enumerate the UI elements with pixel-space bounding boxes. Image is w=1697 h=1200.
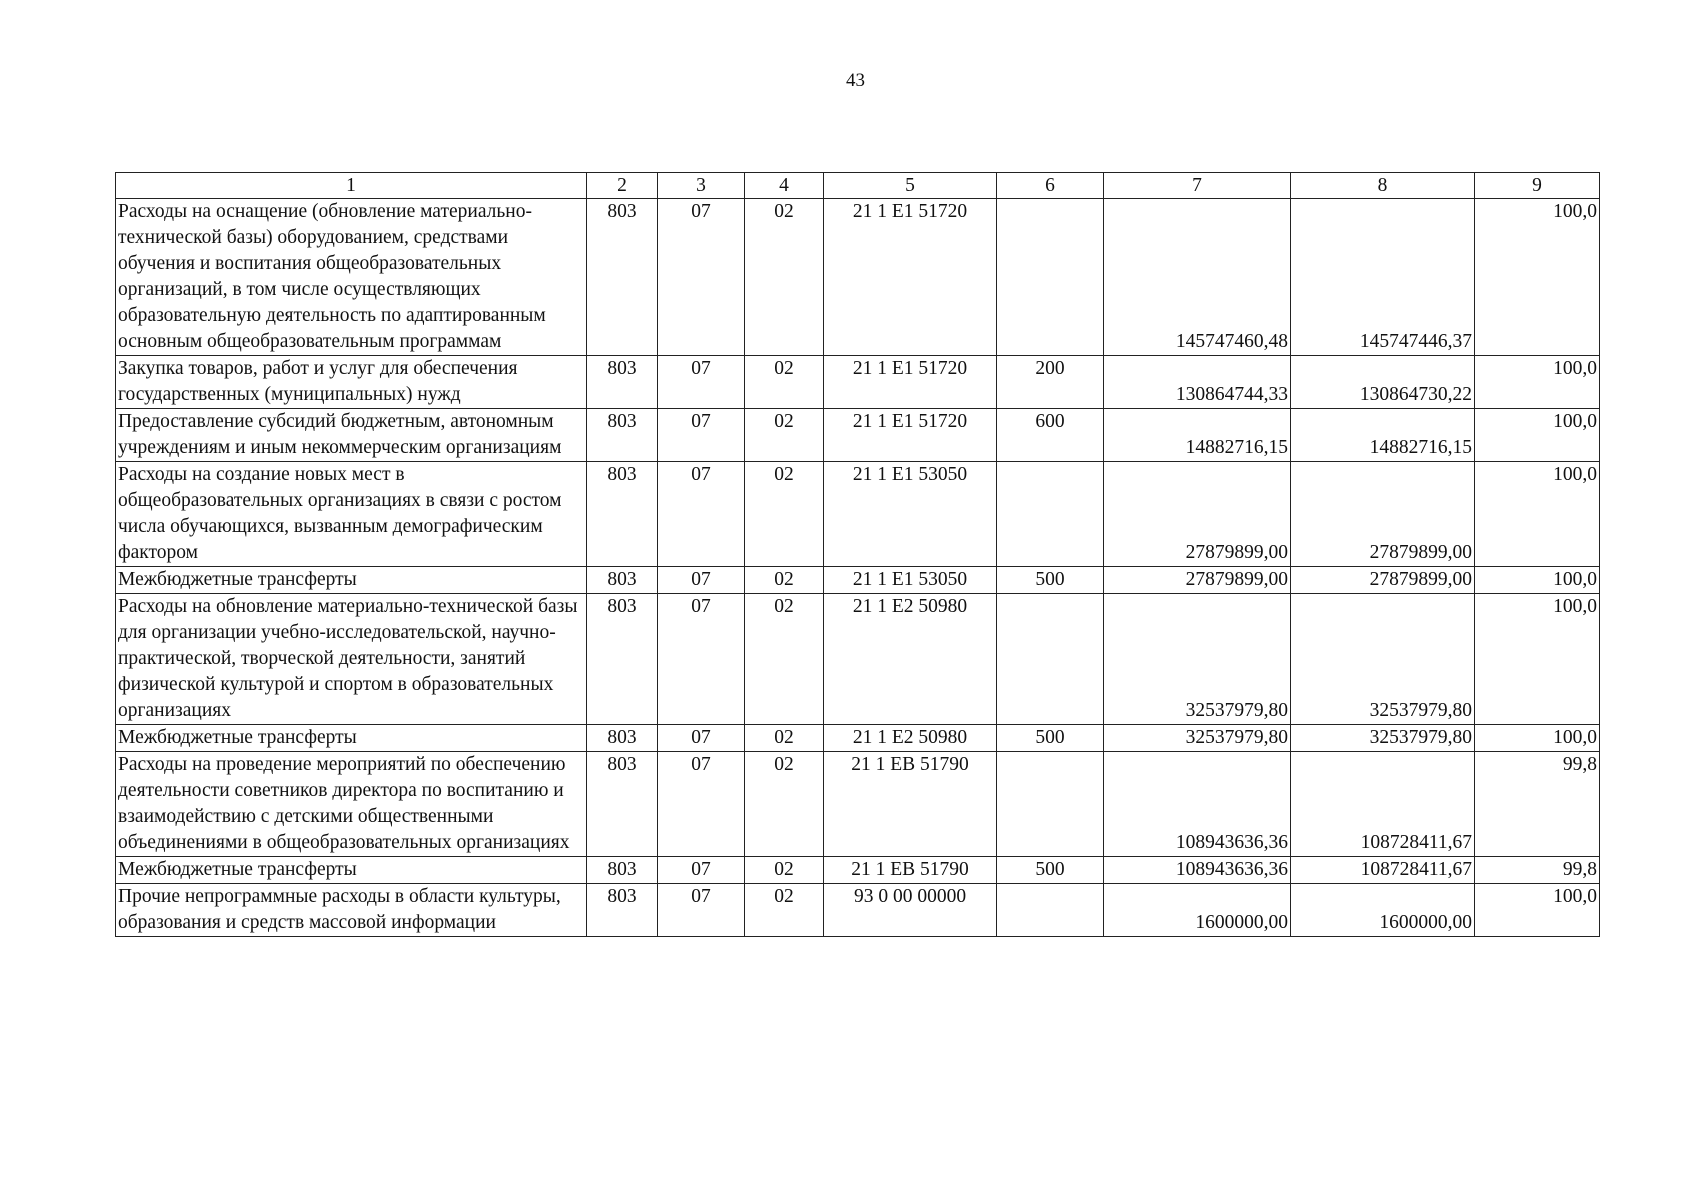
page-number: 43 xyxy=(846,70,865,91)
ministry-code-cell: 803 xyxy=(587,356,658,409)
header-cell: 1 xyxy=(116,173,587,199)
table-row xyxy=(116,857,1600,884)
execution-percent-cell: 99,8 xyxy=(1475,752,1600,857)
header-row xyxy=(116,173,1600,199)
actual-amount-cell: 108728411,67 xyxy=(1291,752,1475,857)
row-name-cell: Расходы на создание новых мест в общеобразовательных организациях в связи с ростом числа обучающихся, вызванным демографическим фактором xyxy=(116,462,587,567)
table-row xyxy=(116,462,1600,567)
section-code-cell: 07 xyxy=(658,199,745,356)
row-name-cell: Межбюджетные трансферты xyxy=(116,567,587,594)
actual-amount-cell: 145747446,37 xyxy=(1291,199,1475,356)
actual-amount-cell: 14882716,15 xyxy=(1291,409,1475,462)
planned-amount-cell: 1600000,00 xyxy=(1104,884,1291,937)
section-code-cell: 07 xyxy=(658,752,745,857)
row-name-cell: Расходы на обновление материально-технической базы для организации учебно-исследовательской, научно-практической, творческой деятельности, занятий физической культурой и спортом в образовательных организациях xyxy=(116,594,587,725)
actual-amount-cell: 27879899,00 xyxy=(1291,567,1475,594)
header-cell: 6 xyxy=(997,173,1104,199)
subsection-code-cell: 02 xyxy=(745,409,824,462)
expense-type-cell xyxy=(997,752,1104,857)
target-article-cell: 21 1 ЕВ 51790 xyxy=(824,857,997,884)
expense-type-cell: 500 xyxy=(997,857,1104,884)
planned-amount-cell: 32537979,80 xyxy=(1104,725,1291,752)
execution-percent-cell: 100,0 xyxy=(1475,409,1600,462)
header-cell: 4 xyxy=(745,173,824,199)
section-code-cell: 07 xyxy=(658,884,745,937)
target-article-cell: 21 1 Е1 51720 xyxy=(824,356,997,409)
table-row xyxy=(116,594,1600,725)
subsection-code-cell: 02 xyxy=(745,725,824,752)
target-article-cell: 21 1 Е1 53050 xyxy=(824,567,997,594)
table-row xyxy=(116,725,1600,752)
ministry-code-cell: 803 xyxy=(587,884,658,937)
subsection-code-cell: 02 xyxy=(745,594,824,725)
section-code-cell: 07 xyxy=(658,594,745,725)
row-name-cell: Прочие непрограммные расходы в области культуры, образования и средств массовой информации xyxy=(116,884,587,937)
subsection-code-cell: 02 xyxy=(745,752,824,857)
section-code-cell: 07 xyxy=(658,462,745,567)
execution-percent-cell: 100,0 xyxy=(1475,199,1600,356)
header-cell: 3 xyxy=(658,173,745,199)
planned-amount-cell: 32537979,80 xyxy=(1104,594,1291,725)
header-cell: 7 xyxy=(1104,173,1291,199)
execution-percent-cell: 100,0 xyxy=(1475,462,1600,567)
ministry-code-cell: 803 xyxy=(587,752,658,857)
actual-amount-cell: 27879899,00 xyxy=(1291,462,1475,567)
planned-amount-cell: 145747460,48 xyxy=(1104,199,1291,356)
section-code-cell: 07 xyxy=(658,409,745,462)
expense-type-cell: 500 xyxy=(997,567,1104,594)
expense-type-cell: 600 xyxy=(997,409,1104,462)
subsection-code-cell: 02 xyxy=(745,567,824,594)
section-code-cell: 07 xyxy=(658,857,745,884)
actual-amount-cell: 130864730,22 xyxy=(1291,356,1475,409)
header-cell: 5 xyxy=(824,173,997,199)
expense-type-cell xyxy=(997,199,1104,356)
ministry-code-cell: 803 xyxy=(587,594,658,725)
subsection-code-cell: 02 xyxy=(745,884,824,937)
ministry-code-cell: 803 xyxy=(587,725,658,752)
expense-type-cell xyxy=(997,462,1104,567)
actual-amount-cell: 32537979,80 xyxy=(1291,725,1475,752)
ministry-code-cell: 803 xyxy=(587,857,658,884)
planned-amount-cell: 27879899,00 xyxy=(1104,462,1291,567)
header-cell: 8 xyxy=(1291,173,1475,199)
target-article-cell: 21 1 Е1 51720 xyxy=(824,409,997,462)
planned-amount-cell: 130864744,33 xyxy=(1104,356,1291,409)
execution-percent-cell: 99,8 xyxy=(1475,857,1600,884)
table-row xyxy=(116,356,1600,409)
ministry-code-cell: 803 xyxy=(587,409,658,462)
execution-percent-cell: 100,0 xyxy=(1475,594,1600,725)
section-code-cell: 07 xyxy=(658,725,745,752)
ministry-code-cell: 803 xyxy=(587,199,658,356)
expense-type-cell: 500 xyxy=(997,725,1104,752)
execution-percent-cell: 100,0 xyxy=(1475,356,1600,409)
subsection-code-cell: 02 xyxy=(745,356,824,409)
execution-percent-cell: 100,0 xyxy=(1475,725,1600,752)
table-row xyxy=(116,884,1600,937)
row-name-cell: Расходы на оснащение (обновление материально-технической базы) оборудованием, средствами обучения и воспитания общеобразовательных организаций, в том числе осуществляющих образовательную деятельность по адаптированным основным общеобразовательным программам xyxy=(116,199,587,356)
planned-amount-cell: 108943636,36 xyxy=(1104,857,1291,884)
section-code-cell: 07 xyxy=(658,356,745,409)
table-row xyxy=(116,409,1600,462)
actual-amount-cell: 32537979,80 xyxy=(1291,594,1475,725)
actual-amount-cell: 1600000,00 xyxy=(1291,884,1475,937)
target-article-cell: 21 1 Е2 50980 xyxy=(824,725,997,752)
header-cell: 2 xyxy=(587,173,658,199)
table-row xyxy=(116,567,1600,594)
budget-table xyxy=(115,172,1600,937)
row-name-cell: Предоставление субсидий бюджетным, автономным учреждениям и иным некоммерческим организациям xyxy=(116,409,587,462)
target-article-cell: 21 1 Е2 50980 xyxy=(824,594,997,725)
target-article-cell: 93 0 00 00000 xyxy=(824,884,997,937)
row-name-cell: Межбюджетные трансферты xyxy=(116,725,587,752)
planned-amount-cell: 108943636,36 xyxy=(1104,752,1291,857)
planned-amount-cell: 27879899,00 xyxy=(1104,567,1291,594)
ministry-code-cell: 803 xyxy=(587,462,658,567)
expense-type-cell xyxy=(997,594,1104,725)
execution-percent-cell: 100,0 xyxy=(1475,567,1600,594)
expense-type-cell: 200 xyxy=(997,356,1104,409)
ministry-code-cell: 803 xyxy=(587,567,658,594)
row-name-cell: Межбюджетные трансферты xyxy=(116,857,587,884)
actual-amount-cell: 108728411,67 xyxy=(1291,857,1475,884)
subsection-code-cell: 02 xyxy=(745,857,824,884)
row-name-cell: Закупка товаров, работ и услуг для обеспечения государственных (муниципальных) нужд xyxy=(116,356,587,409)
target-article-cell: 21 1 ЕВ 51790 xyxy=(824,752,997,857)
table-row xyxy=(116,752,1600,857)
header-cell: 9 xyxy=(1475,173,1600,199)
section-code-cell: 07 xyxy=(658,567,745,594)
target-article-cell: 21 1 Е1 51720 xyxy=(824,199,997,356)
subsection-code-cell: 02 xyxy=(745,199,824,356)
expense-type-cell xyxy=(997,884,1104,937)
row-name-cell: Расходы на проведение мероприятий по обеспечению деятельности советников директора по воспитанию и взаимодействию с детскими общественными объединениями в общеобразовательных организациях xyxy=(116,752,587,857)
table-row xyxy=(116,199,1600,356)
execution-percent-cell: 100,0 xyxy=(1475,884,1600,937)
target-article-cell: 21 1 Е1 53050 xyxy=(824,462,997,567)
planned-amount-cell: 14882716,15 xyxy=(1104,409,1291,462)
subsection-code-cell: 02 xyxy=(745,462,824,567)
